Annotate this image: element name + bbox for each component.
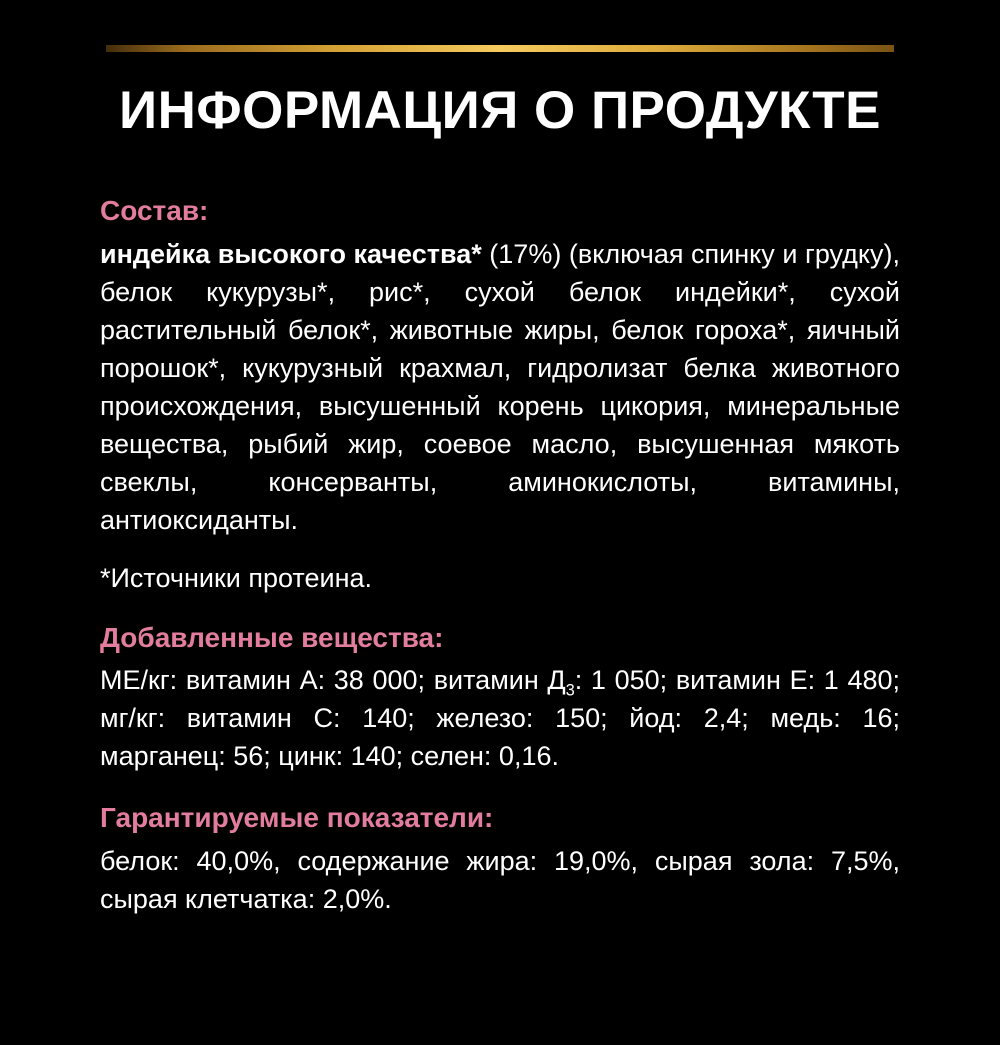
protein-sources-footnote: *Источники протеина. [100, 562, 373, 593]
composition-body: (17%) (включая спинку и грудку), белок кукурузы*, рис*, сухой белок индейки*, сухой растительный белок*, животные жиры, белок гороха*, яичный порошок*, кукурузный крахмал, гидролизат белка животного происхождения, высушенный корень цикория, минеральные вещества, рыбий жир, соевое масло, высушенная мякоть свеклы, консерванты, аминокислоты, витамины, антиоксиданты. [100, 238, 901, 535]
guaranteed-section [100, 801, 900, 918]
additives-section [100, 621, 900, 776]
composition-text [100, 235, 900, 539]
page-title: ИНФОРМАЦИЯ О ПРОДУКТЕ [118, 81, 882, 140]
additives-heading: Добавленные вещества: [100, 621, 444, 653]
guaranteed-heading: Гарантируемые показатели: [100, 802, 494, 834]
gold-divider-bar [106, 45, 894, 52]
product-info-page [0, 45, 1000, 1045]
composition-heading: Состав: [100, 195, 209, 227]
additives-body-part2: : 1 050; витамин Е: 1 480; мг/кг: витамин С: 140; железо: 150; йод: 2,4; медь: 16; марганец: 56; цинк: 140; селен: 0,16. [100, 665, 900, 772]
additives-text [100, 661, 900, 775]
vitamin-d3-subscript: 3 [565, 681, 575, 700]
composition-section [100, 194, 900, 597]
content-area [0, 194, 1000, 918]
additives-body-part1: МЕ/кг: витамин А: 38 000; витамин Д [100, 665, 566, 696]
guaranteed-text: белок: 40,0%, содержание жира: 19,0%, сырая зола: 7,5%, сырая клетчатка: 2,0%. [100, 846, 900, 915]
composition-lead-bold: индейка высокого качества* [100, 238, 482, 269]
